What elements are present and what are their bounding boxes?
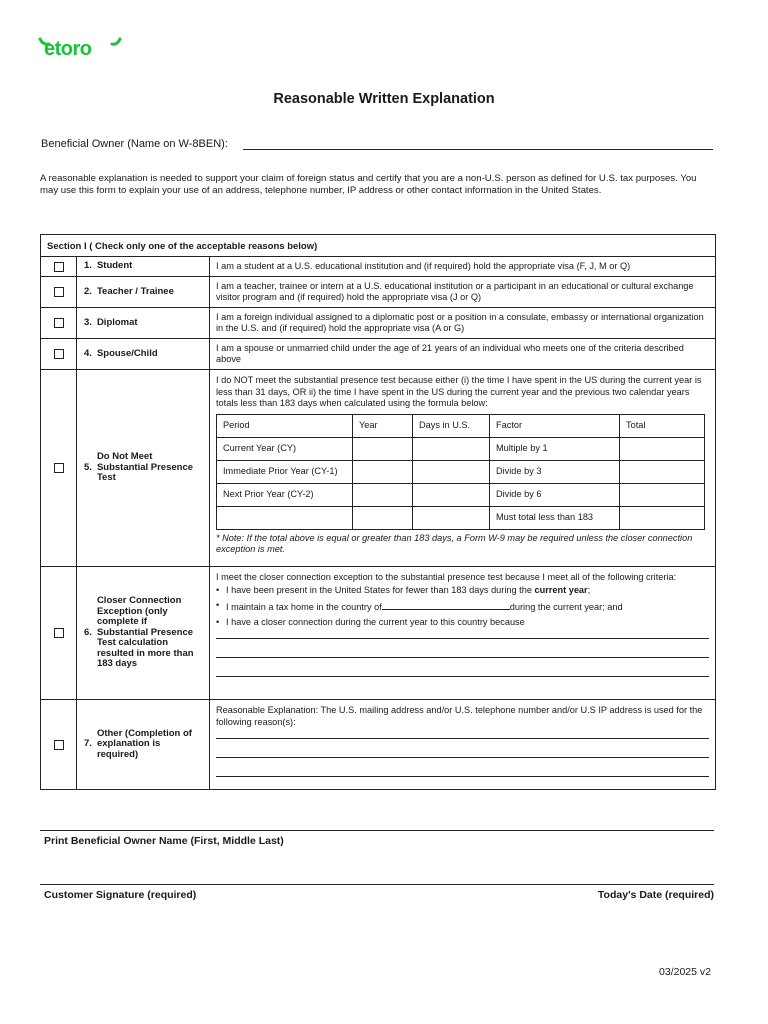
- signature-label: Customer Signature (required): [44, 889, 197, 901]
- calc-row: [217, 460, 705, 483]
- criteria-item: [216, 585, 709, 597]
- closer-connection-line[interactable]: [216, 658, 709, 677]
- reason-row-closer-connection: [41, 567, 715, 700]
- reason-row-teacher: [41, 277, 715, 308]
- reason-number: 4.: [84, 347, 92, 359]
- reason-row-substantial-presence: [41, 370, 715, 567]
- section-header: Section I ( Check only one of the acceptable reasons below): [41, 235, 715, 257]
- section-one-table: [40, 234, 716, 790]
- form-version: 03/2025 v2: [659, 966, 711, 978]
- date-label: Today's Date (required): [597, 889, 714, 901]
- etoro-logo: [38, 34, 122, 60]
- closer-connection-checkbox[interactable]: [54, 628, 64, 638]
- calc-year-input[interactable]: [353, 437, 413, 460]
- calc-header-cell: Period: [217, 414, 353, 437]
- reason-number: 3.: [84, 316, 92, 328]
- criteria-emphasis: current year: [534, 584, 588, 595]
- calc-header-cell: Factor: [490, 414, 620, 437]
- reason-label: Spouse/Child: [96, 347, 158, 359]
- reason-number: 6.: [84, 626, 92, 638]
- reason-description: I do NOT meet the substantial presence test because either (i) the time I have spent in the US during the current year is less than 31 days, OR ii) the time I have spent in the US during the current year and the previous two calendar years totals less than 183 days when calculated using the formula below:: [216, 375, 702, 408]
- substantial-presence-calc-table: [216, 414, 705, 530]
- calc-period-cell: Next Prior Year (CY-2): [217, 483, 353, 506]
- reason-number: 7.: [84, 738, 92, 750]
- calc-row: [217, 506, 705, 529]
- closer-connection-line[interactable]: [216, 632, 709, 639]
- criteria-item: [216, 600, 709, 614]
- svg-text:etoro: etoro: [44, 38, 92, 60]
- reason-description: I am a foreign individual assigned to a diplomatic post or a position in a consulate, embassy or international organization in the U.S. and (if required) hold the appropriate visa (A or G): [216, 311, 704, 333]
- calc-factor-cell: Divide by 6: [490, 483, 620, 506]
- calc-header-row: [217, 414, 705, 437]
- calc-days-input[interactable]: [413, 506, 490, 529]
- beneficial-owner-name-field[interactable]: [243, 149, 713, 150]
- reason-label: Other (Completion of explanation is required): [96, 727, 192, 760]
- criteria-item: [216, 617, 709, 629]
- calc-year-input[interactable]: [353, 460, 413, 483]
- diplomat-checkbox[interactable]: [54, 318, 64, 328]
- reason-row-other: [41, 700, 715, 789]
- explanation-line[interactable]: [216, 728, 709, 739]
- reason-label: Diplomat: [96, 316, 138, 328]
- beneficial-owner-label: Beneficial Owner (Name on W-8BEN):: [41, 138, 228, 150]
- reason-row-student: [41, 257, 715, 277]
- student-checkbox[interactable]: [54, 262, 64, 272]
- reason-description: I am a teacher, trainee or intern at a U.S. educational institution or a participant in an educational or cultural exchange visitor program and (if required) hold the appropriate visa (J or Q): [216, 280, 694, 302]
- reason-description: I am a student at a U.S. educational institution and (if required) hold the appropriate visa (F, J, M or Q): [216, 260, 631, 271]
- explanation-line[interactable]: [216, 758, 709, 777]
- signature-line[interactable]: [40, 884, 714, 885]
- calc-days-input[interactable]: [413, 460, 490, 483]
- calc-grand-total-input[interactable]: [620, 506, 705, 529]
- calc-period-cell: [217, 506, 353, 529]
- substantial-presence-checkbox[interactable]: [54, 463, 64, 473]
- calc-header-cell: Total: [620, 414, 705, 437]
- calc-factor-cell: Multiple by 1: [490, 437, 620, 460]
- etoro-logo-icon: [38, 34, 122, 60]
- criteria-text: during the current year; and: [509, 601, 623, 612]
- tax-home-country-field[interactable]: [382, 600, 510, 610]
- teacher-trainee-checkbox[interactable]: [54, 287, 64, 297]
- reason-description: I am a spouse or unmarried child under the age of 21 years of an individual who meets one of the criteria described above: [216, 342, 684, 364]
- reason-number: 2.: [84, 285, 92, 297]
- calc-year-input[interactable]: [353, 483, 413, 506]
- reason-number: 1.: [84, 260, 92, 272]
- calc-year-input[interactable]: [353, 506, 413, 529]
- reason-number: 5.: [84, 461, 92, 473]
- calc-row: [217, 437, 705, 460]
- intro-paragraph: A reasonable explanation is needed to support your claim of foreign status and certify that you are a non-U.S. person as defined for U.S. tax purposes. You may use this form to explain your use of an address, telephone number, IP address or other contact information in the United States.: [40, 173, 697, 196]
- reason-row-spouse-child: [41, 339, 715, 370]
- reason-row-diplomat: [41, 308, 715, 339]
- calc-total-input[interactable]: [620, 437, 705, 460]
- reason-label: Teacher / Trainee: [96, 285, 174, 297]
- calc-days-input[interactable]: [413, 437, 490, 460]
- criteria-text: ;: [587, 584, 591, 595]
- other-checkbox[interactable]: [54, 740, 64, 750]
- calc-days-input[interactable]: [413, 483, 490, 506]
- calc-factor-cell: Divide by 3: [490, 460, 620, 483]
- reason-description: I meet the closer connection exception to the substantial presence test because I meet all of the following criteria:: [216, 572, 677, 582]
- reason-label: Closer Connection Exception (only complete if Substantial Presence Test calculation resulted in more than 183 days: [96, 595, 194, 670]
- calc-note: * Note: If the total above is equal or greater than 183 days, a Form W-9 may be required unless the closer connection exception is met.: [216, 532, 693, 554]
- calc-header-cell: Year: [353, 414, 413, 437]
- reason-label: Student: [96, 260, 133, 272]
- print-name-line[interactable]: [40, 830, 714, 831]
- page-title: Reasonable Written Explanation: [273, 91, 495, 107]
- calc-header-cell: Days in U.S.: [413, 414, 490, 437]
- reason-label: Do Not Meet Substantial Presence Test: [96, 451, 194, 484]
- reason-description: Reasonable Explanation: The U.S. mailing address and/or U.S. telephone number and/or U.S IP address is used for the following reason(s):: [216, 705, 703, 727]
- calc-factor-cell: Must total less than 183: [490, 506, 620, 529]
- calc-row: [217, 483, 705, 506]
- criteria-text: I have a closer connection during the current year to this country because: [226, 616, 525, 627]
- closer-connection-criteria: [216, 585, 709, 629]
- calc-total-input[interactable]: [620, 460, 705, 483]
- closer-connection-line[interactable]: [216, 639, 709, 658]
- calc-period-cell: Immediate Prior Year (CY-1): [217, 460, 353, 483]
- criteria-text: I have been present in the United States for fewer than 183 days during the: [226, 584, 535, 595]
- criteria-text: I maintain a tax home in the country of: [226, 601, 382, 612]
- calc-total-input[interactable]: [620, 483, 705, 506]
- calc-period-cell: Current Year (CY): [217, 437, 353, 460]
- spouse-child-checkbox[interactable]: [54, 349, 64, 359]
- print-name-label: Print Beneficial Owner Name (First, Middle Last): [44, 835, 284, 847]
- explanation-line[interactable]: [216, 739, 709, 758]
